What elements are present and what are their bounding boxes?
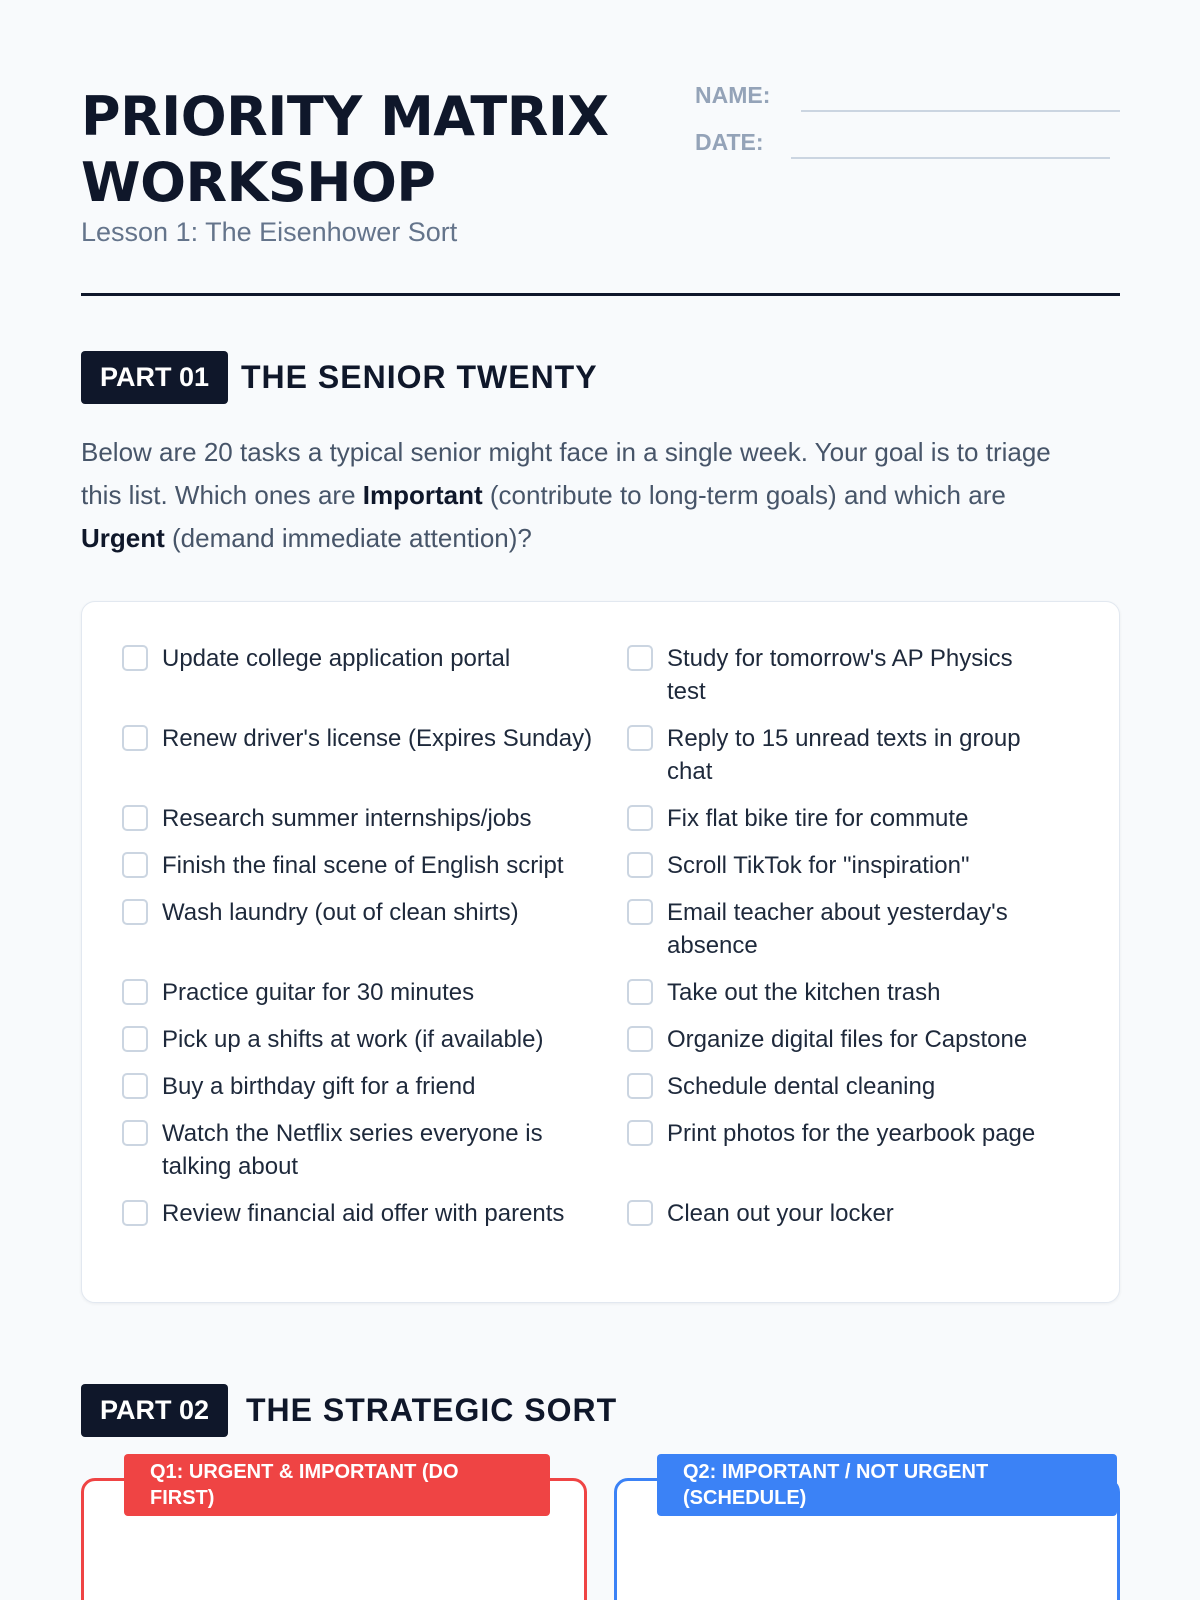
task-label: Fix flat bike tire for commute [667, 805, 969, 832]
task-checkbox[interactable] [627, 1026, 653, 1052]
date-label: DATE: [695, 129, 764, 155]
task-item[interactable] [627, 849, 1082, 882]
task-item[interactable] [627, 976, 1082, 1009]
task-checkbox[interactable] [627, 899, 653, 925]
task-label: Renew driver's license (Expires Sunday) [162, 725, 593, 752]
task-label: Take out the kitchen trash [667, 979, 941, 1006]
task-label: Reply to 15 unread texts in group chat [667, 725, 1021, 785]
task-label: Watch the Netflix series everyone is talking about [162, 1120, 543, 1180]
intro-text-c: (demand immediate attention)? [164, 523, 532, 553]
task-label: Print photos for the yearbook page [667, 1120, 1036, 1147]
task-item[interactable] [122, 1070, 627, 1103]
task-label: Update college application portal [162, 645, 511, 672]
task-item[interactable] [122, 849, 627, 882]
task-checkbox[interactable] [627, 1120, 653, 1146]
worksheet-page [81, 0, 1120, 1600]
task-checkbox[interactable] [122, 645, 148, 671]
part-01-instructions [81, 431, 1081, 560]
part-02-title: THE STRATEGIC SORT [246, 1392, 618, 1428]
part-02-badge: PART 02 [81, 1384, 228, 1437]
task-label: Practice guitar for 30 minutes [162, 979, 475, 1006]
intro-important: Important [362, 480, 483, 510]
task-item[interactable] [627, 722, 1082, 788]
task-item[interactable] [122, 976, 627, 1009]
task-list-card [81, 601, 1120, 1303]
intro-text-a: Below are 20 tasks a typical senior might face in a single week. Your goal is to triage this list. Which ones are [81, 437, 1051, 510]
task-checkbox[interactable] [627, 1073, 653, 1099]
intro-urgent: Urgent [81, 523, 165, 553]
task-checkbox[interactable] [627, 1200, 653, 1226]
task-item[interactable] [627, 642, 1082, 708]
task-checkbox[interactable] [122, 725, 148, 751]
title-line-2: WORKSHOP [81, 151, 436, 214]
part-01-title: THE SENIOR TWENTY [241, 359, 598, 395]
task-list [122, 642, 1082, 1230]
task-label: Organize digital files for Capstone [667, 1026, 1028, 1053]
task-checkbox[interactable] [122, 1120, 148, 1146]
task-item[interactable] [122, 1197, 627, 1230]
task-label: Buy a birthday gift for a friend [162, 1073, 476, 1100]
task-item[interactable] [627, 1023, 1082, 1056]
task-checkbox[interactable] [627, 852, 653, 878]
title-line-1: PRIORITY MATRIX [81, 85, 609, 148]
task-item[interactable] [122, 642, 627, 708]
quadrant-q2-label: Q2: IMPORTANT / NOT URGENT (SCHEDULE) [657, 1454, 1117, 1516]
part-01-badge: PART 01 [81, 351, 228, 404]
task-checkbox[interactable] [122, 899, 148, 925]
quadrant-q1-label: Q1: URGENT & IMPORTANT (DO FIRST) [124, 1454, 550, 1516]
name-label: NAME: [695, 82, 771, 108]
header-divider [81, 293, 1120, 296]
task-label: Study for tomorrow's AP Physics test [667, 645, 1013, 705]
task-checkbox[interactable] [627, 805, 653, 831]
task-item[interactable] [627, 802, 1082, 835]
task-item[interactable] [122, 896, 627, 962]
task-checkbox[interactable] [122, 1200, 148, 1226]
task-label: Research summer internships/jobs [162, 805, 532, 832]
task-item[interactable] [627, 1070, 1082, 1103]
task-label: Pick up a shifts at work (if available) [162, 1026, 544, 1053]
task-label: Finish the final scene of English script [162, 852, 564, 879]
task-item[interactable] [122, 722, 627, 788]
task-checkbox[interactable] [122, 852, 148, 878]
page-title [81, 84, 681, 216]
task-checkbox[interactable] [627, 979, 653, 1005]
task-item[interactable] [122, 1023, 627, 1056]
task-item[interactable] [122, 1117, 627, 1183]
task-item[interactable] [627, 1117, 1082, 1183]
task-label: Email teacher about yesterday's absence [667, 899, 1008, 959]
task-label: Clean out your locker [667, 1200, 894, 1227]
task-item[interactable] [627, 1197, 1082, 1230]
task-label: Schedule dental cleaning [667, 1073, 936, 1100]
task-item[interactable] [627, 896, 1082, 962]
date-field[interactable] [791, 157, 1110, 159]
task-checkbox[interactable] [122, 1026, 148, 1052]
task-label: Review financial aid offer with parents [162, 1200, 565, 1227]
name-field[interactable] [801, 110, 1120, 112]
task-checkbox[interactable] [122, 805, 148, 831]
task-label: Wash laundry (out of clean shirts) [162, 899, 519, 926]
task-checkbox[interactable] [122, 1073, 148, 1099]
task-checkbox[interactable] [122, 979, 148, 1005]
task-checkbox[interactable] [627, 645, 653, 671]
lesson-subtitle: Lesson 1: The Eisenhower Sort [81, 217, 458, 247]
intro-text-b: (contribute to long-term goals) and which are [482, 480, 1006, 510]
task-label: Scroll TikTok for "inspiration" [667, 852, 970, 879]
task-checkbox[interactable] [627, 725, 653, 751]
task-item[interactable] [122, 802, 627, 835]
